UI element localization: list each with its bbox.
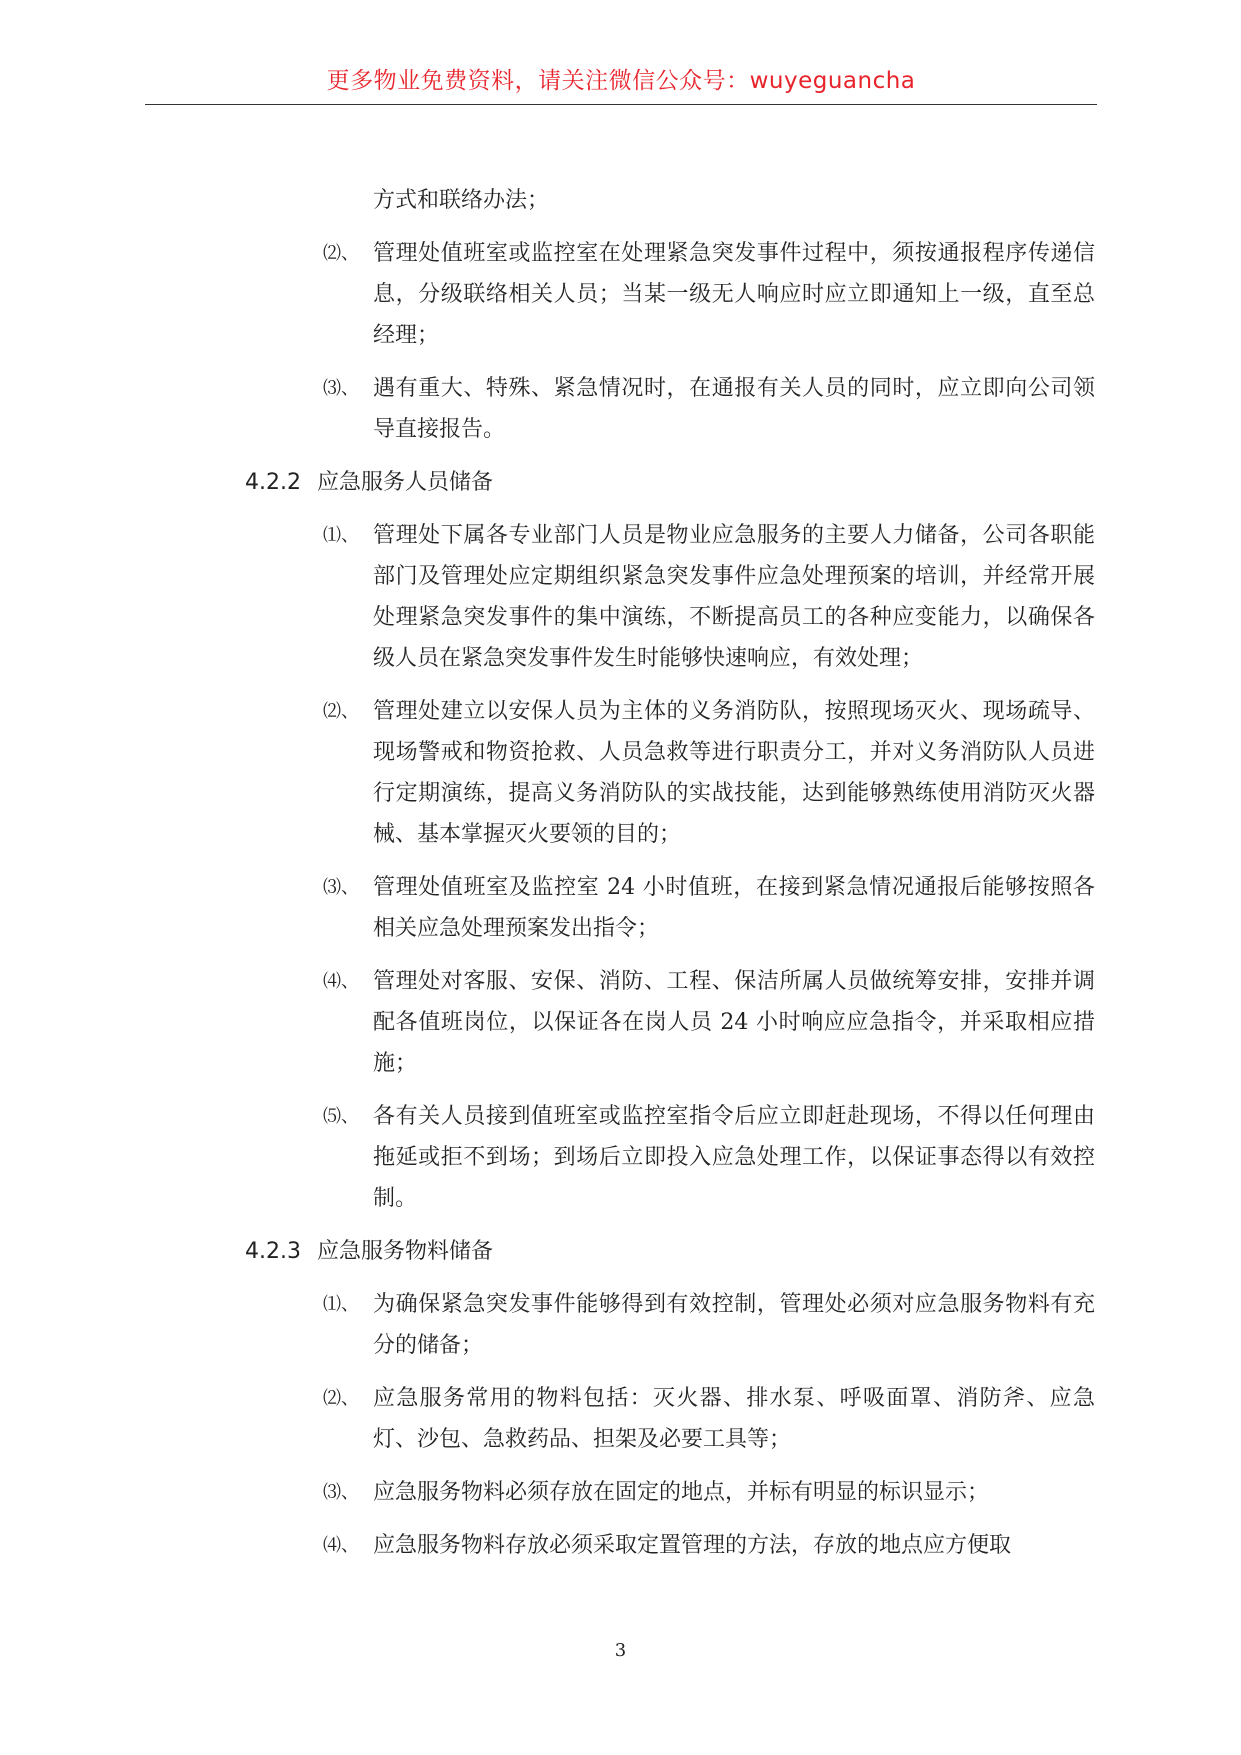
list-item: [245, 961, 1095, 1084]
list-item-text: 遇有重大、特殊、紧急情况时，在通报有关人员的同时，应立即向公司领导直接报告。: [373, 376, 1095, 442]
list-item: [245, 1284, 1095, 1366]
list-item-number: ⑵、: [323, 1388, 359, 1409]
list-item: [245, 1096, 1095, 1219]
list-item-text: 应急服务常用的物料包括：灭火器、排水泵、呼吸面罩、消防斧、应急灯、沙包、急救药品、担架及必要工具等；: [373, 1386, 1095, 1452]
page-number: 3: [614, 1640, 627, 1661]
list-item: [245, 1472, 1095, 1513]
list-item-number: ⑶、: [323, 378, 359, 399]
section-number: 4.2.2: [245, 470, 301, 495]
document-body: [245, 180, 1095, 1578]
list-item-text: 管理处值班室及监控室 24 小时值班，在接到紧急情况通报后能够按照各相关应急处理预案发出指令；: [373, 875, 1095, 941]
list-item-number: ⑵、: [323, 243, 359, 264]
list-item-text: 应急服务物料存放必须采取定置管理的方法，存放的地点应方便取: [373, 1533, 1012, 1558]
list-item: [245, 1378, 1095, 1460]
section-number: 4.2.3: [245, 1239, 301, 1264]
list-item: [245, 515, 1095, 679]
list-item-number: ⑵、: [323, 701, 359, 722]
list-item-number: ⑶、: [323, 1482, 359, 1503]
section-heading: [245, 1231, 1095, 1272]
list-item-text: 管理处建立以安保人员为主体的义务消防队，按照现场灭火、现场疏导、现场警戒和物资抢救、人员急救等进行职责分工，并对义务消防队人员进行定期演练，提高义务消防队的实战技能，达到能够熟练使用消防灭火器械、基本掌握灭火要领的目的；: [373, 699, 1095, 847]
list-item: [245, 180, 1095, 221]
list-item-number: ⑴、: [323, 1294, 359, 1315]
list-item: [245, 233, 1095, 356]
page-header-banner: 更多物业免费资料，请关注微信公众号：wuyeguancha: [326, 68, 916, 94]
header-divider: [145, 104, 1097, 105]
list-item: [245, 1525, 1095, 1566]
list-item: [245, 368, 1095, 450]
list-item-number: ⑷、: [323, 971, 359, 992]
list-item-number: ⑶、: [323, 877, 359, 898]
list-item-text: 方式和联络办法；: [373, 188, 550, 213]
list-item-number: ⑴、: [323, 525, 359, 546]
list-item: [245, 867, 1095, 949]
list-item: [245, 691, 1095, 855]
list-item-text: 管理处值班室或监控室在处理紧急突发事件过程中，须按通报程序传递信息，分级联络相关人员；当某一级无人响应时应立即通知上一级，直至总经理；: [373, 241, 1095, 348]
section-title: 应急服务物料储备: [316, 1239, 493, 1264]
list-item-text: 为确保紧急突发事件能够得到有效控制，管理处必须对应急服务物料有充分的储备；: [373, 1292, 1095, 1358]
list-item-text: 各有关人员接到值班室或监控室指令后应立即赶赴现场，不得以任何理由拖延或拒不到场；到场后立即投入应急处理工作，以保证事态得以有效控制。: [373, 1104, 1095, 1211]
section-heading: [245, 462, 1095, 503]
list-item-text: 管理处下属各专业部门人员是物业应急服务的主要人力储备，公司各职能部门及管理处应定期组织紧急突发事件应急处理预案的培训，并经常开展处理紧急突发事件的集中演练，不断提高员工的各种应变能力，以确保各级人员在紧急突发事件发生时能够快速响应，有效处理；: [373, 523, 1095, 671]
list-item-number: ⑷、: [323, 1535, 359, 1556]
list-item-text: 管理处对客服、安保、消防、工程、保洁所属人员做统筹安排，安排并调配各值班岗位，以保证各在岗人员 24 小时响应应急指令，并采取相应措施；: [373, 969, 1095, 1076]
list-item-number: ⑸、: [323, 1106, 359, 1127]
section-title: 应急服务人员储备: [316, 470, 493, 495]
list-item-text: 应急服务物料必须存放在固定的地点，并标有明显的标识显示；: [373, 1480, 990, 1505]
